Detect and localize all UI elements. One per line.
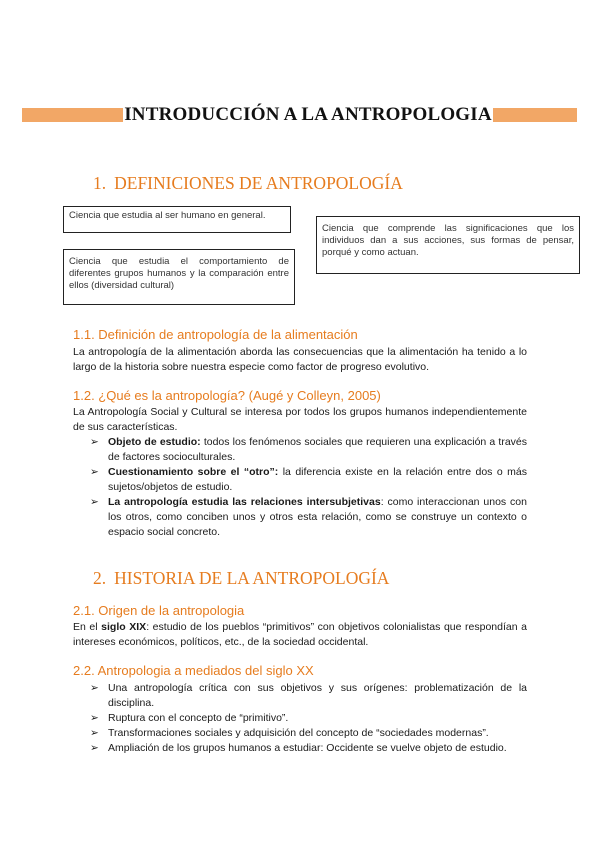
subsection-1-2-text: La Antropología Social y Cultural se interesa por todos los grupos humanos independientemente de sus características. <box>73 406 527 433</box>
subsection-1-2-heading: 1.2. ¿Qué es la antropología? (Augé y Colleyn, 2005) <box>73 388 381 403</box>
subsection-2-1-text <box>73 620 527 650</box>
text-segment: En el <box>73 621 102 633</box>
arrow-bullet-icon: ➢ <box>90 496 99 508</box>
list-item <box>90 495 527 540</box>
definition-box-2: Ciencia que estudia el comportamiento de diferentes grupos humanos y la comparación entre ellos (diversidad cultural) <box>63 249 295 305</box>
section-2-number: 2. <box>93 568 107 588</box>
list-item-bold: Objeto de estudio: <box>108 436 201 448</box>
list-item <box>90 465 527 495</box>
list-item-text: Transformaciones sociales y adquisición del concepto de “sociedades modernas”. <box>108 727 489 739</box>
list-item-text: todos los fenómenos sociales que requieren una explicación a través de factores socioculturales. <box>108 436 527 463</box>
list-item <box>90 681 527 711</box>
section-1-number: 1. <box>93 173 107 193</box>
page-title: INTRODUCCIÓN A LA ANTROPOLOGIA <box>124 104 492 125</box>
title-bar-right <box>493 108 577 122</box>
section-2-heading <box>93 568 389 589</box>
subsection-2-1-heading: 2.1. Origen de la antropologia <box>73 603 245 618</box>
list-item-text: la diferencia existe en la relación entre dos o más sujetos/objetos de estudio. <box>108 466 527 493</box>
list-item-text: Ruptura con el concepto de “primitivo”. <box>108 712 289 724</box>
definition-box-1: Ciencia que estudia al ser humano en general. <box>63 206 291 233</box>
arrow-bullet-icon: ➢ <box>90 712 99 724</box>
subsection-2-2-heading: 2.2. Antropologia a mediados del siglo XX <box>73 663 314 678</box>
text-segment: : estudio de los pueblos “primitivos” con objetivos colonialistas que respondían a intereses económicos, políticos, etc., de la sociedad occidental. <box>73 621 528 648</box>
section-1-heading <box>93 173 403 194</box>
subsection-1-1-text: La antropología de la alimentación aborda las consecuencias que la alimentación ha tenido a lo largo de la historia sobre nuestra especie como factor de progreso evolutivo. <box>73 346 527 373</box>
list-item-text: Ampliación de los grupos humanos a estudiar: Occidente se vuelve objeto de estudio. <box>108 742 507 754</box>
text-bold-segment: siglo XIX <box>101 621 147 633</box>
subsection-1-1-heading: 1.1. Definición de antropología de la alimentación <box>73 327 358 342</box>
section-2-title: HISTORIA DE LA ANTROPOLOGÍA <box>114 568 390 588</box>
list-item <box>90 726 527 741</box>
subsection-1-2-list <box>90 435 527 540</box>
section-1-title: DEFINICIONES DE ANTROPOLOGÍA <box>114 173 403 193</box>
list-item <box>90 711 527 726</box>
list-item-text: : como interaccionan unos con los otros, como conciben unos y otros esta relación, como se construye un contexto o espacio social concreto. <box>108 496 527 538</box>
list-item <box>90 741 527 756</box>
list-item-bold: Cuestionamiento sobre el “otro”: <box>108 466 279 478</box>
title-banner <box>22 100 577 130</box>
subsection-2-2-list <box>90 681 527 756</box>
list-item-text: Una antropología crítica con sus objetivos y sus orígenes: problematización de la disciplina. <box>108 682 527 709</box>
arrow-bullet-icon: ➢ <box>90 436 99 448</box>
list-item-bold: La antropología estudia las relaciones intersubjetivas <box>108 496 381 508</box>
definition-box-3: Ciencia que comprende las significaciones que los individuos dan a sus acciones, sus formas de pensar, porqué y como actuan. <box>316 216 580 274</box>
arrow-bullet-icon: ➢ <box>90 727 99 739</box>
title-bar-left <box>22 108 123 122</box>
arrow-bullet-icon: ➢ <box>90 682 99 694</box>
list-item <box>90 435 527 465</box>
arrow-bullet-icon: ➢ <box>90 742 99 754</box>
arrow-bullet-icon: ➢ <box>90 466 99 478</box>
